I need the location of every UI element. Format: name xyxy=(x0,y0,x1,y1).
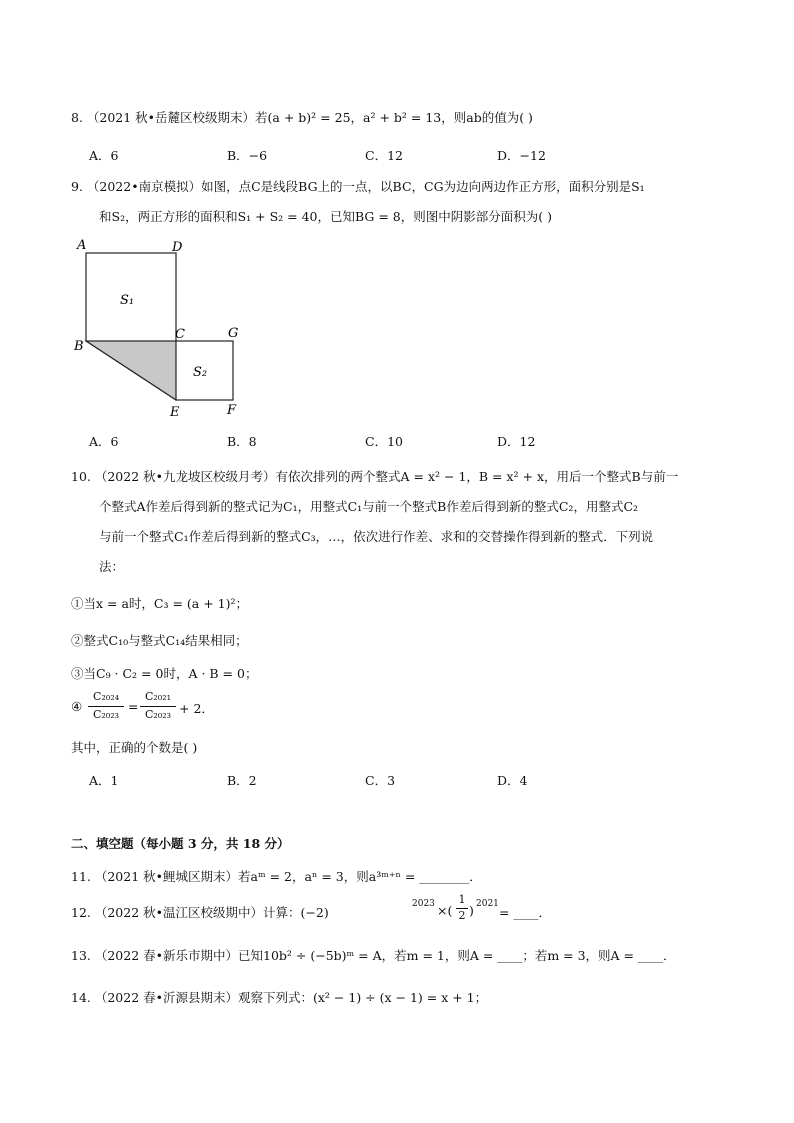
q12-prefix: 12. （2022 秋•温江区校级期中）计算：(−2) xyxy=(71,905,329,920)
q10-question: 其中，正确的个数是( ) xyxy=(71,740,198,755)
q9-option-d: D．12 xyxy=(497,434,536,449)
q12-exp1: 2023 xyxy=(412,899,435,909)
q10-stem-line2: 个整式A作差后得到新的整式记为C₁，用整式C₁与前一个整式B作差后得到新的整式C₂，用整式C₂ xyxy=(99,499,639,514)
q10-option-b: B．2 xyxy=(227,773,257,788)
q12-frac-num: 1 xyxy=(458,893,466,906)
q9-option-b: B．8 xyxy=(227,434,257,449)
label-c: C xyxy=(175,327,185,342)
q9-options xyxy=(89,432,689,450)
q10-option-c: C．3 xyxy=(365,773,396,788)
q12-exp2: 2021 xyxy=(476,899,499,909)
q9-option-a: A．6 xyxy=(89,434,119,449)
q8-option-b: B．−6 xyxy=(227,148,268,163)
s4-fraction-bar-2 xyxy=(140,706,176,707)
q8-option-a: A．6 xyxy=(89,148,119,163)
s4-prefix: ④ xyxy=(71,699,83,714)
s4-tail: + 2． xyxy=(179,701,214,716)
s4-denominator-1: C₂₀₂₃ xyxy=(92,708,120,721)
q9-stem-line1: 9. （2022•南京模拟）如图，点C是线段BG上的一点，以BC，CG为边向两边作正方形，面积分别是S₁ xyxy=(71,179,645,194)
label-s1: S₁ xyxy=(120,293,135,308)
s4-denominator-2: C₂₀₂₃ xyxy=(144,708,172,721)
q12-close: ) xyxy=(469,903,474,918)
q9-option-c: C．10 xyxy=(365,434,403,449)
s4-numerator-1: C₂₀₂₄ xyxy=(92,690,120,703)
q10-statement-2: ②整式C₁₀与整式C₁₄结果相同； xyxy=(71,633,248,648)
q13-stem: 13. （2022 春•新乐市期中）已知10b² ÷ (−5b)ᵐ = A，若m = 1，则A = ____；若m = 3，则A = ____． xyxy=(71,948,676,963)
q9-stem-line2: 和S₂，两正方形的面积和S₁ + S₂ = 40，已知BG = 8，则图中阴影部分面积为( ) xyxy=(99,209,552,224)
label-e: E xyxy=(170,405,180,420)
label-f: F xyxy=(227,403,237,418)
q10-stem-line3: 与前一个整式C₁作差后得到新的整式C₃，…，依次进行作差、求和的交替操作得到新的整式．下列说 xyxy=(99,529,654,544)
q10-options xyxy=(89,771,689,789)
q8-option-c: C．12 xyxy=(365,148,403,163)
q12-stem xyxy=(71,893,591,925)
s4-fraction-bar-1 xyxy=(88,706,124,707)
q10-stem-line1: 10. （2022 秋•九龙坡区校级月考）有依次排列的两个整式A = x² − 1，B = x² + x，用后一个整式B与前一 xyxy=(71,469,679,484)
q8-options xyxy=(89,146,689,164)
q12-times: ×( xyxy=(437,903,453,918)
q12-frac-den: 2 xyxy=(458,909,466,922)
q10-statement-1: ①当x = a时，C₃ = (a + 1)²； xyxy=(71,596,249,611)
section-title-fill-in: 二、填空题（每小题 3 分，共 18 分） xyxy=(71,836,290,851)
q10-statement-3: ③当C₉ · C₂ = 0时，A · B = 0； xyxy=(71,666,258,681)
q12-suffix: = ____． xyxy=(499,905,551,920)
s4-numerator-2: C₂₀₂₁ xyxy=(144,690,172,703)
s4-equals: = xyxy=(128,699,139,714)
q9-figure xyxy=(70,236,270,421)
label-g: G xyxy=(228,326,239,341)
q8-stem: 8. （2021 秋•岳麓区校级期末）若(a + b)² = 25，a² + b² = 13，则ab的值为( ) xyxy=(71,110,533,125)
label-a: A xyxy=(77,238,87,253)
q10-statement-4 xyxy=(71,690,271,726)
q14-stem: 14. （2022 春•沂源县期末）观察下列式：(x² − 1) ÷ (x − 1) = x + 1； xyxy=(71,990,488,1005)
label-d: D xyxy=(172,240,183,255)
q10-stem-line4: 法： xyxy=(99,559,125,574)
q11-stem: 11. （2021 秋•鲤城区期末）若aᵐ = 2，aⁿ = 3，则a³ᵐ⁺ⁿ = ________． xyxy=(71,869,482,884)
label-s2: S₂ xyxy=(193,365,208,380)
label-b: B xyxy=(74,339,84,354)
q10-option-d: D．4 xyxy=(497,773,528,788)
q10-option-a: A．1 xyxy=(89,773,119,788)
q8-option-d: D．−12 xyxy=(497,148,546,163)
